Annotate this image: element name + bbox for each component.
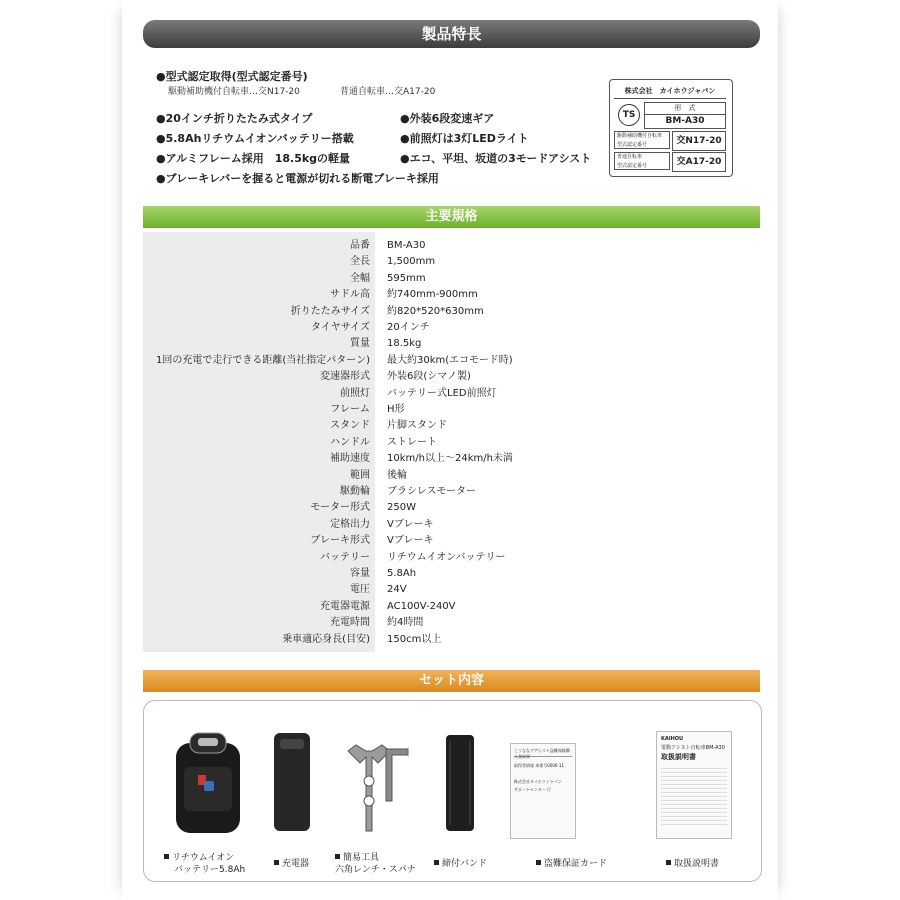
manual-brand: KAIHOU [661, 736, 684, 742]
spec-value: バッテリー式LED前照灯 [387, 387, 497, 399]
spec-row [143, 500, 760, 516]
spec-row [143, 320, 760, 336]
spec-row [143, 287, 760, 303]
feature-item: ●20インチ折りたたみ式タイプ [156, 112, 313, 125]
cert-row1-value: 交N17-20 [672, 131, 726, 151]
ts-logo-icon: TS [618, 104, 640, 126]
feature-item: ●5.8Ahリチウムイオンバッテリー搭載 [156, 132, 354, 145]
spec-row [143, 369, 760, 385]
bullet-icon [335, 854, 340, 859]
specs-table [143, 232, 760, 652]
spec-label: ブレーキ形式 [310, 535, 370, 547]
card-line-1: 取得者情報 車番号0000-11 [514, 763, 564, 768]
warranty-card-image [510, 743, 576, 839]
caption-card [536, 858, 607, 870]
spec-value: Vブレーキ [387, 518, 434, 530]
cert-line-2: 普通自転車…交A17-20 [340, 87, 436, 97]
certification-plate [609, 79, 733, 177]
specs-header: 主要規格 [143, 206, 760, 228]
spec-row [143, 484, 760, 500]
spec-value: 約4時間 [387, 617, 424, 629]
spec-value: 5.8Ah [387, 568, 417, 579]
spec-label: スタンド [330, 420, 370, 432]
spec-label: タイヤサイズ [311, 322, 370, 333]
spec-value: Vブレーキ [387, 535, 434, 547]
spec-value: リチウムイオンバッテリー [387, 551, 506, 563]
bullet-icon [164, 854, 169, 859]
spec-label: バッテリー [320, 551, 370, 563]
manual-title-2: 取扱説明書 [661, 753, 696, 761]
bullet-icon [434, 860, 439, 865]
spec-label: フレーム [330, 404, 370, 415]
caption-manual [666, 858, 719, 870]
feature-item: ●外装6段変速ギア [400, 112, 495, 125]
feature-item: ●エコ、平坦、坂道の3モードアシスト [400, 152, 592, 165]
spec-row [143, 254, 760, 270]
spec-label: 容量 [350, 568, 370, 579]
spec-value: 595mm [387, 272, 426, 284]
spec-label: サドル高 [330, 289, 370, 301]
spec-value: 20インチ [387, 322, 430, 333]
spec-value: 後輪 [387, 469, 407, 481]
spec-row [143, 418, 760, 434]
spec-label: 全長 [350, 256, 370, 268]
caption-manual-line1: 取扱説明書 [674, 859, 720, 869]
tools-image [342, 741, 414, 833]
spec-value: 150cm以上 [387, 633, 442, 645]
bullet-icon [274, 860, 279, 865]
spec-label: 1回の充電で走行できる距離(当社指定パターン) [156, 354, 370, 366]
bullet-icon [666, 860, 671, 865]
spec-value: 18.5kg [387, 338, 422, 350]
caption-battery-line1: リチウムイオン [172, 853, 235, 863]
spec-value: AC100V-240V [387, 600, 456, 612]
spec-value: 外装6段(シマノ製) [387, 371, 471, 383]
spec-row [143, 582, 760, 598]
spec-row [143, 353, 760, 369]
spec-label: ハンドル [330, 436, 370, 448]
spec-label: 充電時間 [330, 617, 370, 629]
battery-image [172, 731, 244, 835]
spec-label: 充電器電源 [320, 600, 370, 612]
spec-row [143, 632, 760, 648]
spec-label: 補助速度 [330, 453, 370, 465]
spec-value: 10km/h以上～24km/h未満 [387, 453, 513, 465]
caption-tools-line1: 簡易工具 [343, 853, 380, 863]
cert-model: BM-A30 [644, 114, 726, 129]
caption-battery [164, 852, 245, 876]
charger-image [270, 729, 314, 835]
spec-row [143, 271, 760, 287]
spec-row [143, 304, 760, 320]
cert-model-label: 形 式 [644, 102, 726, 115]
spec-row [143, 336, 760, 352]
feature-item: ●ブレーキレバーを握ると電源が切れる断電ブレーキ採用 [156, 172, 439, 185]
spec-label: 折りたたみサイズ [290, 305, 370, 317]
set-header: セット内容 [143, 670, 760, 692]
spec-row [143, 615, 760, 631]
spec-label: 全幅 [350, 272, 370, 284]
band-image [438, 733, 482, 833]
spec-label: 範囲 [350, 469, 370, 481]
card-line-2: 株式会社カイホウジャパン [514, 779, 562, 784]
spec-label: 乗車適応身長(目安) [282, 633, 370, 645]
spec-row [143, 468, 760, 484]
spec-label: 前照灯 [340, 387, 370, 399]
spec-label: 駆動輪 [340, 486, 370, 497]
spec-label: 品番 [350, 240, 370, 251]
spec-value: BM-A30 [387, 240, 426, 251]
cert-heading: ●型式認定取得(型式認定番号) [156, 70, 308, 83]
spec-value: H形 [387, 404, 405, 415]
bullet-icon [536, 860, 541, 865]
card-header: こうななデアシスト盗難保険購入登録票 [514, 748, 572, 757]
caption-card-line1: 盗難保証カード [544, 859, 608, 869]
features-header: 製品特長 [143, 20, 760, 48]
caption-band-line1: 締付バンド [442, 859, 488, 869]
caption-tools-line2: 六角レンチ・スパナ [335, 865, 416, 875]
spec-value: 250W [387, 502, 416, 514]
cert-company: 株式会社 カイホウジャパン [614, 84, 726, 99]
spec-row [143, 517, 760, 533]
cert-row1-label: 駆動補助機付自転車 型式認定番号 [614, 131, 670, 149]
caption-charger [274, 858, 309, 870]
spec-row [143, 435, 760, 451]
feature-item: ●前照灯は3灯LEDライト [400, 132, 529, 145]
spec-value: ストレート [387, 436, 437, 448]
spec-row [143, 566, 760, 582]
spec-row [143, 550, 760, 566]
caption-battery-line2: バッテリー5.8Ah [174, 865, 246, 875]
spec-value: 1,500mm [387, 256, 436, 268]
cert-row2-value: 交A17-20 [672, 152, 726, 172]
spec-row [143, 599, 760, 615]
card-line-3: サポートセンター 行 [514, 787, 551, 792]
spec-row [143, 533, 760, 549]
spec-label: 電圧 [350, 584, 370, 596]
spec-label: 質量 [350, 338, 370, 350]
feature-item: ●アルミフレーム採用 18.5kgの軽量 [156, 152, 351, 165]
spec-label: モーター形式 [310, 502, 370, 514]
spec-value: 最大約30km(エコモード時) [387, 354, 513, 366]
caption-band [434, 858, 487, 870]
spec-row [143, 402, 760, 418]
spec-label: 変速器形式 [320, 371, 370, 383]
spec-value: 約820*520*630mm [387, 305, 484, 317]
caption-charger-line1: 充電器 [282, 859, 310, 869]
spec-row [143, 451, 760, 467]
spec-row [143, 238, 760, 254]
manual-title-1: 電動アシスト自転車BM-A30 [661, 745, 725, 751]
spec-value: ブラシレスモーター [387, 486, 477, 497]
spec-value: 片脚スタンド [387, 420, 447, 432]
spec-row [143, 386, 760, 402]
manual-body-lines [661, 765, 727, 825]
spec-value: 24V [387, 584, 407, 596]
caption-tools [335, 852, 416, 876]
cert-row2-label: 普通自転車 型式認定番号 [614, 152, 670, 170]
manual-image [656, 731, 732, 839]
spec-label: 定格出力 [330, 518, 370, 530]
spec-value: 約740mm-900mm [387, 289, 478, 301]
cert-line-1: 駆動補助機付自転車…交N17-20 [168, 87, 300, 97]
